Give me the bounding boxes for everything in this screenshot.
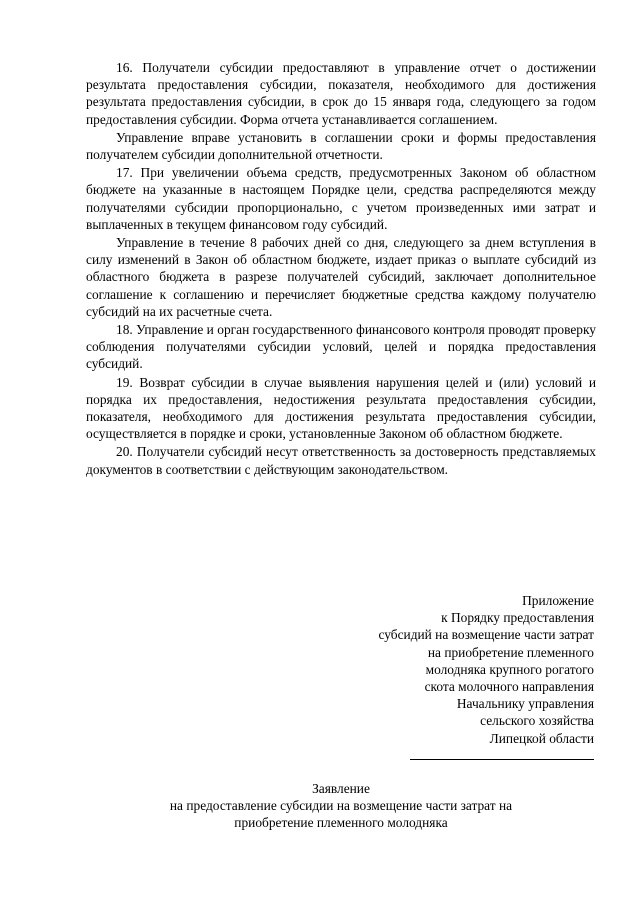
statement-subtitle: приобретение племенного молодняка: [234, 815, 448, 831]
paragraph-17-order: Управление в течение 8 рабочих дней со дня, следующего за днем вступления в силу изменений в Закон об областном бюджете, издает приказ о выплате субсидий из областного бюджета в разрезе получателей субсидий, заключает дополнительное соглашение к соглашению и перечисляет бюджетные средства каждому получателю субсидий на их расчетные счета.: [86, 235, 596, 319]
statement-subtitle: на предоставление субсидии на возмещение части затрат на: [169, 798, 513, 814]
appendix-line: на приобретение племенного: [427, 644, 594, 660]
paragraph-20: 20. Получатели субсидий несут ответственность за достоверность представляемых документов в соответствии с действующим законодательством.: [86, 444, 596, 477]
document-body: [86, 59, 596, 479]
statement-title: [86, 780, 596, 832]
paragraph-16: 16. Получатели субсидии предоставляют в управление отчет о достижении результата предоставления субсидии, показателя, необходимого для достижения результата предоставления субсидии, в срок до 15 января года, следующего за годом предоставления субсидии. Форма отчета устанавливается соглашением.: [86, 60, 596, 127]
paragraph-18: 18. Управление и орган государственного финансового контроля проводят проверку соблюдения получателями субсидии условий, целей и порядка предоставления субсидий.: [86, 322, 596, 372]
appendix-line: Начальнику управления: [456, 696, 594, 712]
statement-heading: Заявление: [312, 781, 370, 796]
appendix-line: к Порядку предоставления: [441, 610, 594, 626]
appendix-line: сельского хозяйства: [480, 713, 594, 729]
appendix-line: скота молочного направления: [424, 679, 594, 695]
appendix-header: [294, 592, 594, 764]
appendix-line: Липецкой области: [489, 730, 594, 746]
paragraph-17: 17. При увеличении объема средств, предусмотренных Законом об областном бюджете на указанные в настоящем Порядке цели, средства распределяются между получателями субсидии пропорционально, с учетом произведенных ими затрат и выплаченных в текущем финансовом году субсидий.: [86, 165, 596, 232]
paragraph-19: 19. Возврат субсидии в случае выявления нарушения целей и (или) условий и порядка их предоставления, недостижения результата предоставления субсидии, показателя, необходимого для достижения результата предоставления субсидии, осуществляется в порядке и сроки, установленные Законом об областном бюджете.: [86, 374, 596, 442]
applicant-name-blank: [410, 750, 594, 760]
appendix-line: Приложение: [522, 593, 594, 608]
appendix-line: молодняка крупного рогатого: [425, 661, 594, 677]
paragraph-16-reporting: Управление вправе установить в соглашении сроки и формы предоставления получателем субсидии дополнительной отчетности.: [86, 129, 596, 163]
appendix-line: субсидий на возмещение части затрат: [378, 627, 594, 643]
